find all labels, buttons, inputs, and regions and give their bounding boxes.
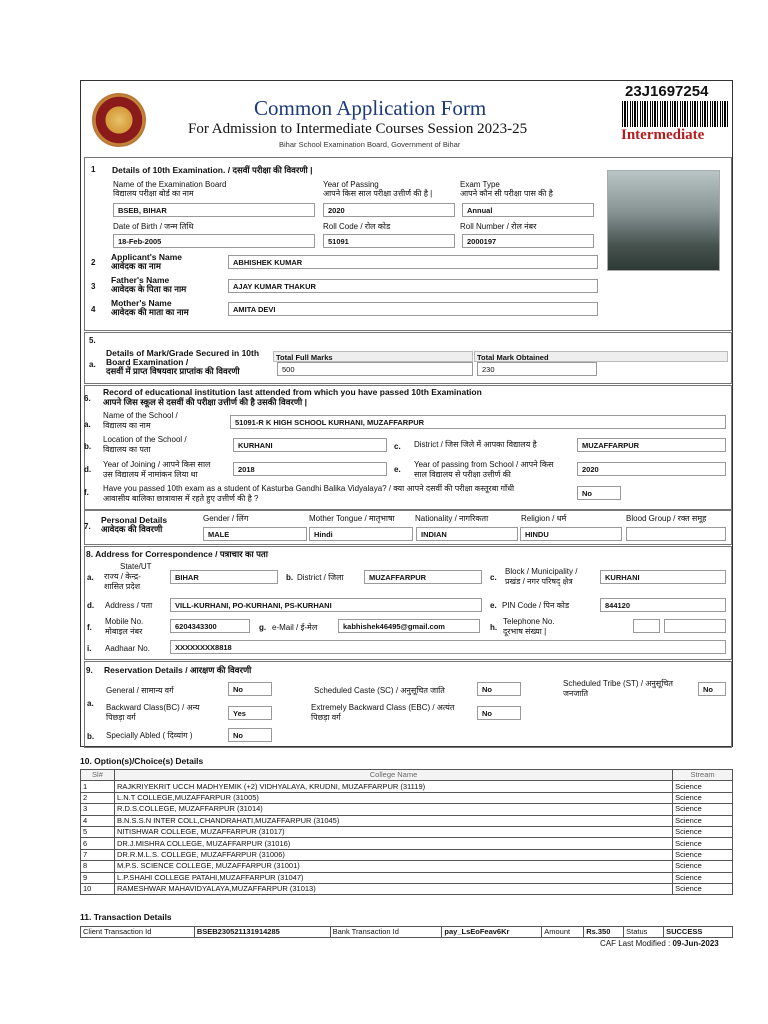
telephone-number-field (664, 619, 726, 633)
label: पिछड़ा वर्ग (106, 713, 136, 722)
label: आवेदक की विवरणी (101, 524, 163, 534)
sub-label: e. (490, 601, 497, 610)
sub-label: b. (87, 732, 95, 741)
sub-label: d. (84, 465, 92, 474)
roll-code-field: 51091 (323, 234, 455, 248)
pin-code-field: 844120 (600, 598, 726, 612)
section-title: Details of 10th Examination. / दसवीं परीक्षा की विवरणी | (112, 165, 313, 175)
section-number: 9. (86, 666, 93, 675)
specially-abled-field: No (228, 728, 272, 742)
sub-label: f. (84, 488, 89, 497)
last-modified-value: 09-Jun-2023 (672, 939, 719, 948)
section-title: 11. Transaction Details (80, 912, 172, 922)
section-number: 1 (91, 165, 96, 174)
date-of-birth-field: 18-Feb-2005 (113, 234, 315, 248)
table-cell: 1 (81, 781, 115, 792)
section-title: Reservation Details / आरक्षण की विवरणी (104, 665, 252, 675)
label: Backward Class(BC) / अन्य (106, 703, 200, 712)
school-passing-year-field: 2020 (577, 462, 726, 476)
total-full-marks-header: Total Full Marks (273, 351, 473, 362)
state-field: BIHAR (170, 570, 278, 584)
block-field: KURHANI (600, 570, 726, 584)
total-marks-obtained-header: Total Mark Obtained (474, 351, 728, 362)
client-transaction-value: BSEB230521131914285 (194, 927, 330, 938)
table-cell: 3 (81, 804, 115, 815)
table-cell: 2 (81, 792, 115, 803)
table-cell: L.N.T COLLEGE,MUZAFFARPUR (31005) (114, 792, 672, 803)
label: Telephone No. (503, 617, 555, 626)
table-cell: DR.R.M.L.S. COLLEGE, MUZAFFARPUR (31006) (114, 849, 672, 860)
ebc-field: No (477, 706, 521, 720)
aadhaar-field: XXXXXXXX8818 (170, 640, 726, 654)
table-cell: Science (673, 826, 733, 837)
label: Board Examination / (106, 357, 189, 367)
sub-label: g. (259, 623, 267, 632)
choices-table (80, 769, 733, 895)
table-header-row (81, 770, 733, 781)
table-cell: Science (673, 883, 733, 894)
label: आवेदक का नाम (111, 261, 161, 271)
table-cell: 4 (81, 815, 115, 826)
table-cell: Science (673, 804, 733, 815)
client-transaction-label: Client Transaction Id (81, 927, 195, 938)
sub-label: a. (89, 360, 96, 369)
label: Mother's Name (111, 298, 172, 308)
table-row (81, 861, 733, 872)
label: PIN Code / पिन कोड (502, 601, 570, 610)
table-row (81, 804, 733, 815)
table-cell: Science (673, 838, 733, 849)
address-field: VILL-KURHANI, PO-KURHANI, PS-KURHANI (170, 598, 482, 612)
table-row (81, 927, 733, 938)
email-field: kabhishek46495@gmail.com (338, 619, 480, 633)
label: District / जिला (297, 573, 344, 582)
label: Applicant's Name (111, 252, 182, 262)
label: Nationality / नागरिकता (415, 514, 489, 523)
label: Roll Code / रोल कोड (323, 222, 391, 231)
status-label: Status (624, 927, 664, 938)
school-location-field: KURHANI (233, 438, 387, 452)
applicant-name-field: ABHISHEK KUMAR (228, 255, 598, 269)
form-subtitle: For Admission to Intermediate Courses Session 2023-25 (188, 121, 528, 137)
school-name-field: 51091-R K HIGH SCHOOL KURHANI, MUZAFFARPUR (230, 415, 726, 429)
sub-label: h. (490, 623, 498, 632)
mother-name-field: AMITA DEVI (228, 302, 598, 316)
sub-label: a. (87, 573, 94, 582)
sub-label: b. (84, 442, 92, 451)
table-row (81, 838, 733, 849)
section-title: 10. Option(s)/Choice(s) Details (80, 756, 204, 766)
label: पिछड़ा वर्ग (311, 713, 341, 722)
board-name: Bihar School Examination Board, Government of Bihar (279, 140, 461, 149)
label: विद्यालय का पता (103, 445, 151, 454)
transaction-table (80, 926, 733, 938)
label: Mobile No. (105, 617, 144, 626)
label: उस विद्यालय में नामांकन लिया था (103, 470, 198, 479)
sub-label: b. (286, 573, 294, 582)
table-cell: Science (673, 792, 733, 803)
sub-label: i. (87, 644, 92, 653)
last-modified (600, 939, 719, 948)
table-cell: RAMESHWAR MAHAVIDYALAYA,MUZAFFARPUR (31013) (114, 883, 672, 894)
label: आवासीय बालिका छात्रावास में रहते हुए उत्तीर्ण की है ? (103, 494, 259, 503)
section-number: 6. (84, 394, 91, 403)
column-header: College Name (114, 770, 672, 781)
sub-label: d. (87, 601, 95, 610)
bank-transaction-label: Bank Transaction Id (330, 927, 442, 938)
section-number: 3 (91, 282, 96, 291)
status-value: SUCCESS (664, 927, 733, 938)
table-cell: Science (673, 872, 733, 883)
table-row (81, 792, 733, 803)
applicant-photo (607, 170, 720, 271)
section-title: 8. Address for Correspondence / पत्राचार का पता (86, 549, 268, 559)
sub-label: a. (84, 420, 91, 429)
address-district-field: MUZAFFARPUR (364, 570, 482, 584)
label: Name of the Examination Board (113, 180, 227, 189)
label: Gender / लिंग (203, 514, 249, 523)
table-row (81, 849, 733, 860)
kgbv-field: No (577, 486, 621, 500)
label: Year of Passing (323, 180, 379, 189)
table-cell: L.P.SHAHI COLLEGE PATAHI,MUZAFFARPUR (31047) (114, 872, 672, 883)
telephone-std-field (633, 619, 660, 633)
table-cell: R.D.S.COLLEGE, MUZAFFARPUR (31014) (114, 804, 672, 815)
label: Record of educational institution last attended from which you have passed 10th Examination (103, 387, 482, 397)
label: Mother Tongue / मातृभाषा (309, 514, 395, 523)
section-number: 5. (89, 336, 96, 345)
label: Scheduled Tribe (ST) / अनुसूचित (563, 679, 673, 688)
label: विद्यालय परीक्षा बोर्ड का नाम (113, 189, 194, 198)
label: Location of the School / (103, 435, 187, 444)
label: साल विद्यालय से परीक्षा उत्तीर्ण की (414, 470, 511, 479)
section-number: 4 (91, 305, 96, 314)
sub-label: e. (394, 465, 401, 474)
column-header: Stream (673, 770, 733, 781)
label: Religion / धर्म (521, 514, 567, 523)
table-cell: 9 (81, 872, 115, 883)
section-number: 7. (84, 522, 91, 531)
year-of-joining-field: 2018 (233, 462, 387, 476)
label: Blood Group / रक्त समूह (626, 514, 707, 523)
label: e-Mail / ई-मेल (272, 623, 318, 632)
mother-tongue-field: Hindi (309, 527, 413, 541)
label: राज्य / केन्द्र- (104, 572, 141, 581)
label: आपने किस साल परीक्षा उत्तीर्ण की है | (323, 189, 433, 198)
label: मोबाइल नंबर (105, 627, 143, 636)
exam-type-field: Annual (462, 203, 594, 217)
table-cell: 5 (81, 826, 115, 837)
year-of-passing-field: 2020 (323, 203, 455, 217)
label: General / सामान्य वर्ग (106, 686, 174, 695)
label: शासित प्रदेश (104, 582, 141, 591)
label: आवेदक के पिता का नाम (111, 284, 187, 294)
label: आवेदक की माता का नाम (111, 307, 189, 317)
gender-field: MALE (203, 527, 307, 541)
label: Roll Number / रोल नंबर (460, 222, 537, 231)
label: District / जिस जिले में आपका विद्यालय है (414, 440, 537, 449)
section-number: 2 (91, 258, 96, 267)
total-full-marks-field: 500 (277, 362, 473, 376)
label: Aadhaar No. (105, 644, 150, 653)
mobile-field: 6204343300 (170, 619, 250, 633)
sub-label: c. (394, 442, 401, 451)
bank-transaction-value: pay_LsEoFeav6Kr (442, 927, 542, 938)
label: Have you passed 10th exam as a student of Kasturba Gandhi Balika Vidyalaya? / क्या आपने दसवीं की परीक्षा कस्तूरबा गाँधी (103, 484, 515, 493)
st-field: No (698, 682, 726, 696)
label: Address / पता (105, 601, 153, 610)
sub-label: c. (490, 573, 497, 582)
label: Extremely Backward Class (EBC) / अत्यंत (311, 703, 455, 712)
label: Name of the School / (103, 411, 178, 420)
stream-tag: Intermediate (621, 127, 705, 143)
column-header: Sl# (81, 770, 115, 781)
table-cell: 8 (81, 861, 115, 872)
table-cell: 10 (81, 883, 115, 894)
label: आपने जिस स्कूल से दसवीं की परीक्षा उत्तीर्ण की है उसकी विवरणी | (103, 397, 308, 407)
label: Block / Municipality / (505, 567, 578, 576)
label: आपने कौन सी परीक्षा पास की है (460, 189, 553, 198)
label: Specially Abled ( दिव्यांग ) (106, 731, 193, 740)
sub-label: f. (87, 623, 92, 632)
table-cell: M.P.S. SCIENCE COLLEGE, MUZAFFARPUR (31001) (114, 861, 672, 872)
label: प्रखंड / नगर परिषद् क्षेत्र (505, 577, 573, 586)
general-field: No (228, 682, 272, 696)
father-name-field: AJAY KUMAR THAKUR (228, 279, 598, 293)
exam-board-field: BSEB, BIHAR (113, 203, 315, 217)
table-row (81, 826, 733, 837)
total-marks-obtained-field: 230 (477, 362, 597, 376)
table-cell: 6 (81, 838, 115, 849)
roll-number-field: 2000197 (462, 234, 594, 248)
amount-value: Rs.350 (584, 927, 624, 938)
label: Year of passing from School / आपने किस (414, 460, 554, 469)
table-cell: B.N.S.S.N INTER COLL,CHANDRAHATI,MUZAFFARPUR (31045) (114, 815, 672, 826)
blood-group-field (626, 527, 726, 541)
table-cell: Science (673, 815, 733, 826)
table-cell: Science (673, 849, 733, 860)
school-district-field: MUZAFFARPUR (577, 438, 726, 452)
table-cell: RAJKRIYEKRIT UCCH MADHYEMIK (+2) VIDHYALAYA, KRUDNI, MUZAFFARPUR (31119) (114, 781, 672, 792)
last-modified-label: CAF Last Modified : (600, 939, 671, 948)
table-row (81, 781, 733, 792)
bc-field: Yes (228, 706, 272, 720)
label: Exam Type (460, 180, 500, 189)
sc-field: No (477, 682, 521, 696)
label: State/UT (120, 562, 152, 571)
table-cell: Science (673, 861, 733, 872)
nationality-field: INDIAN (416, 527, 518, 541)
table-row (81, 883, 733, 894)
label: Date of Birth / जन्म तिथि (113, 222, 194, 231)
label: Personal Details (101, 515, 168, 525)
application-number: 23J1697254 (625, 83, 709, 100)
label: जनजाति (563, 689, 589, 698)
label: Year of Joining / आपने किस साल (103, 460, 211, 469)
label: दूरभाष संख्या | (503, 627, 547, 636)
amount-label: Amount (542, 927, 584, 938)
form-title: Common Application Form (254, 96, 487, 120)
label: विद्यालय का नाम (103, 421, 151, 430)
table-cell: NITISHWAR COLLEGE, MUZAFFARPUR (31017) (114, 826, 672, 837)
table-cell: Science (673, 781, 733, 792)
table-cell: DR.J.MISHRA COLLEGE, MUZAFFARPUR (31016) (114, 838, 672, 849)
table-cell: 7 (81, 849, 115, 860)
label: Details of Mark/Grade Secured in 10th (106, 348, 260, 358)
label: दसवीं में प्राप्त विषयवार प्राप्तांक की विवरणी (106, 366, 240, 376)
label: Scheduled Caste (SC) / अनुसूचित जाति (314, 686, 445, 695)
religion-field: HINDU (520, 527, 622, 541)
table-row (81, 815, 733, 826)
table-row (81, 872, 733, 883)
sub-label: a. (87, 699, 94, 708)
label: Father's Name (111, 275, 170, 285)
